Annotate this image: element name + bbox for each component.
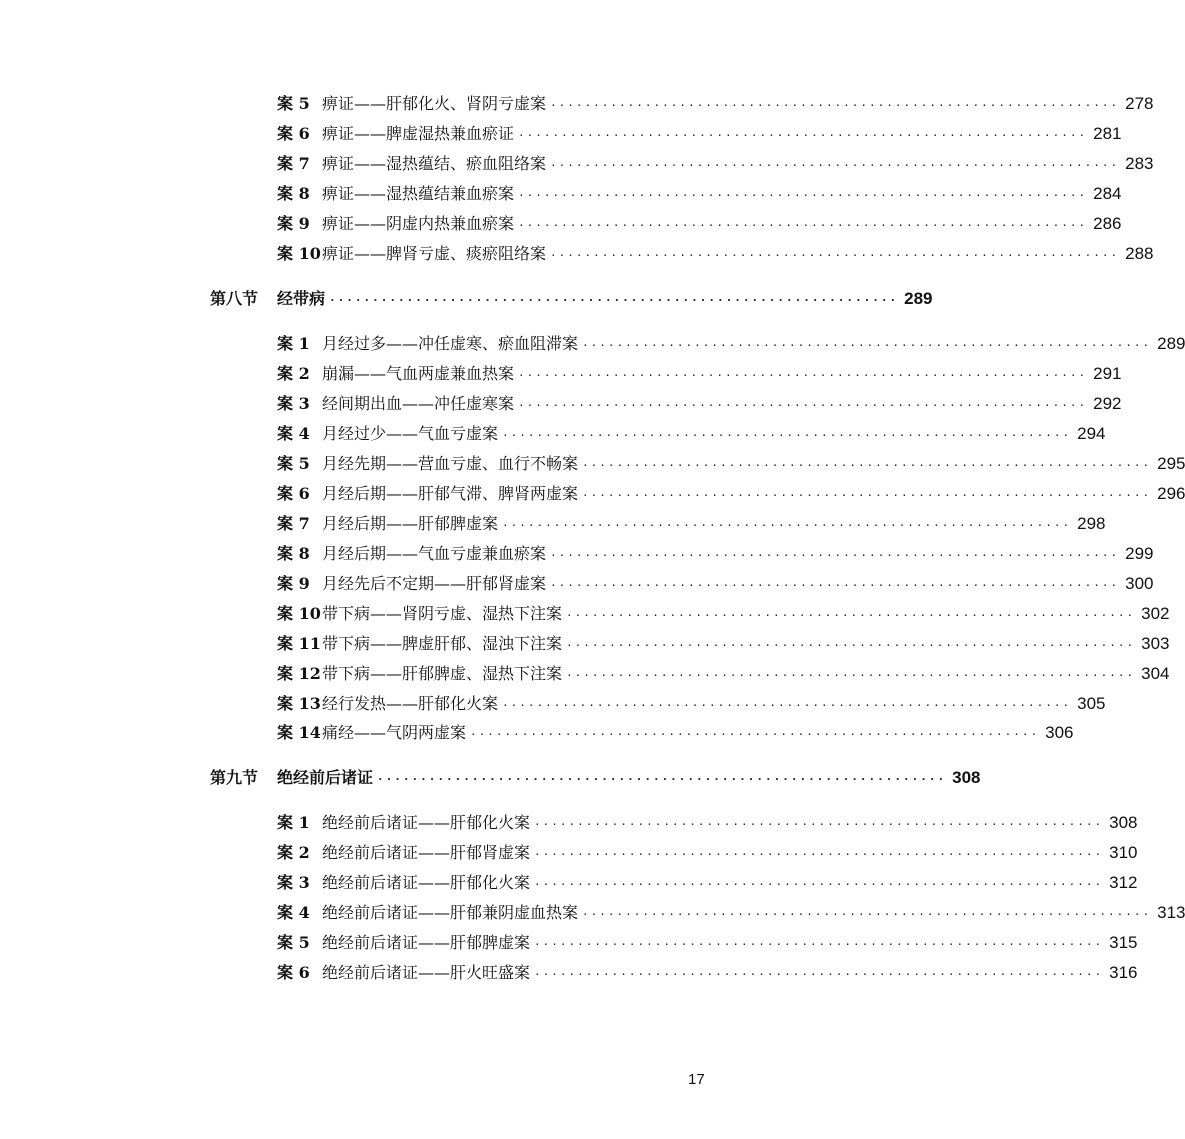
dot-leader: ·································································· xyxy=(534,818,1104,831)
dot-leader: ·································································· xyxy=(377,773,947,786)
case-page: 316 xyxy=(1109,963,1138,982)
case-number: 案 9 xyxy=(277,214,310,233)
dot-leader: ·································································· xyxy=(329,294,899,307)
toc-case-row xyxy=(277,514,1106,536)
section-number: 第九节 xyxy=(210,768,259,787)
dot-leader: ·································································· xyxy=(534,848,1104,861)
dot-leader: ·································································· xyxy=(534,968,1104,981)
dot-leader: ·································································· xyxy=(582,459,1152,472)
case-title: 月经先期——营血亏虚、血行不畅案 xyxy=(322,454,579,473)
case-page: 286 xyxy=(1093,214,1122,233)
dot-leader: ·································································· xyxy=(518,399,1088,412)
toc-case-row xyxy=(277,694,1106,716)
case-title: 经行发热——肝郁化火案 xyxy=(322,694,499,713)
toc-case-row xyxy=(277,604,1170,626)
case-page: 312 xyxy=(1109,873,1138,892)
case-title: 带下病——肝郁脾虚、湿热下注案 xyxy=(322,664,563,683)
case-page: 292 xyxy=(1093,394,1122,413)
case-page: 303 xyxy=(1141,634,1170,653)
dot-leader: ·································································· xyxy=(566,609,1136,622)
case-page: 300 xyxy=(1125,574,1154,593)
toc-case-row xyxy=(277,424,1106,446)
case-title: 月经后期——肝郁脾虚案 xyxy=(322,514,499,533)
case-page: 283 xyxy=(1125,154,1154,173)
case-page: 295 xyxy=(1157,454,1185,473)
case-title: 绝经前后诸证——肝郁脾虚案 xyxy=(322,933,531,952)
dot-leader: ·································································· xyxy=(502,699,1072,712)
case-page: 315 xyxy=(1109,933,1138,952)
section-number: 第八节 xyxy=(210,289,259,308)
case-title: 月经先后不定期——肝郁肾虚案 xyxy=(322,574,547,593)
toc-case-row xyxy=(277,334,1185,356)
page-number: 17 xyxy=(688,1071,705,1088)
section-title: 经带病 xyxy=(277,289,326,308)
dot-leader: ·································································· xyxy=(502,519,1072,532)
dot-leader: ·································································· xyxy=(550,159,1120,172)
case-number: 案 14 xyxy=(277,723,321,742)
case-number: 案 2 xyxy=(277,364,310,383)
case-number: 案 6 xyxy=(277,124,310,143)
dot-leader: ·································································· xyxy=(518,189,1088,202)
case-title: 带下病——脾虚肝郁、湿浊下注案 xyxy=(322,634,563,653)
case-number: 案 11 xyxy=(277,634,321,653)
toc-case-row xyxy=(277,903,1185,925)
toc-case-row xyxy=(277,454,1185,476)
case-title: 月经过多——冲任虚寒、瘀血阻滞案 xyxy=(322,334,579,353)
case-page: 302 xyxy=(1141,604,1170,623)
case-title: 痛经——气阴两虚案 xyxy=(322,723,467,742)
case-number: 案 4 xyxy=(277,903,310,922)
toc-case-row xyxy=(277,154,1154,176)
dot-leader: ·································································· xyxy=(518,129,1088,142)
case-number: 案 10 xyxy=(277,244,321,263)
case-title: 痹证——脾肾亏虚、痰瘀阻络案 xyxy=(322,244,547,263)
toc-case-row xyxy=(277,933,1138,955)
case-page: 291 xyxy=(1093,364,1122,383)
case-page: 281 xyxy=(1093,124,1122,143)
case-title: 月经后期——气血亏虚兼血瘀案 xyxy=(322,544,547,563)
dot-leader: ·································································· xyxy=(550,549,1120,562)
case-title: 痹证——脾虚湿热兼血瘀证 xyxy=(322,124,515,143)
case-number: 案 10 xyxy=(277,604,321,623)
dot-leader: ·································································· xyxy=(582,339,1152,352)
dot-leader: ·································································· xyxy=(550,249,1120,262)
case-number: 案 3 xyxy=(277,394,310,413)
case-page: 296 xyxy=(1157,484,1185,503)
case-title: 经间期出血——冲任虚寒案 xyxy=(322,394,515,413)
case-number: 案 5 xyxy=(277,933,310,952)
dot-leader: ·································································· xyxy=(566,639,1136,652)
case-number: 案 7 xyxy=(277,514,310,533)
case-number: 案 8 xyxy=(277,544,310,563)
toc-case-row xyxy=(277,94,1154,116)
case-title: 绝经前后诸证——肝郁肾虚案 xyxy=(322,843,531,862)
case-page: 310 xyxy=(1109,843,1138,862)
case-title: 绝经前后诸证——肝郁化火案 xyxy=(322,813,531,832)
toc-case-row xyxy=(277,364,1122,386)
toc-case-row xyxy=(277,394,1122,416)
case-number: 案 1 xyxy=(277,813,310,832)
case-title: 绝经前后诸证——肝火旺盛案 xyxy=(322,963,531,982)
case-page: 298 xyxy=(1077,514,1106,533)
case-number: 案 9 xyxy=(277,574,310,593)
toc-case-row xyxy=(277,574,1154,596)
case-page: 305 xyxy=(1077,694,1106,713)
case-page: 306 xyxy=(1045,723,1074,742)
dot-leader: ·································································· xyxy=(470,728,1040,741)
toc-case-row xyxy=(277,244,1154,266)
case-number: 案 3 xyxy=(277,873,310,892)
case-title: 痹证——肝郁化火、肾阴亏虚案 xyxy=(322,94,547,113)
toc-case-row xyxy=(277,813,1138,835)
case-number: 案 8 xyxy=(277,184,310,203)
dot-leader: ·································································· xyxy=(550,579,1120,592)
dot-leader: ·································································· xyxy=(550,99,1120,112)
case-page: 313 xyxy=(1157,903,1185,922)
case-number: 案 12 xyxy=(277,664,321,683)
toc-case-row xyxy=(277,873,1138,895)
case-page: 278 xyxy=(1125,94,1154,113)
case-title: 痹证——湿热蕴结、瘀血阻络案 xyxy=(322,154,547,173)
toc-case-row xyxy=(277,544,1154,566)
dot-leader: ·································································· xyxy=(518,219,1088,232)
dot-leader: ·································································· xyxy=(518,369,1088,382)
case-number: 案 7 xyxy=(277,154,310,173)
toc-case-row xyxy=(277,184,1122,206)
dot-leader: ·································································· xyxy=(534,938,1104,951)
case-title: 崩漏——气血两虚兼血热案 xyxy=(322,364,515,383)
case-title: 月经过少——气血亏虚案 xyxy=(322,424,499,443)
toc-case-row xyxy=(277,634,1170,656)
dot-leader: ·································································· xyxy=(582,908,1152,921)
case-number: 案 5 xyxy=(277,454,310,473)
case-number: 案 13 xyxy=(277,694,321,713)
case-number: 案 1 xyxy=(277,334,310,353)
toc-section-row xyxy=(210,289,933,311)
dot-leader: ·································································· xyxy=(582,489,1152,502)
case-title: 绝经前后诸证——肝郁兼阴虚血热案 xyxy=(322,903,579,922)
case-number: 案 5 xyxy=(277,94,310,113)
case-number: 案 6 xyxy=(277,963,310,982)
case-title: 绝经前后诸证——肝郁化火案 xyxy=(322,873,531,892)
dot-leader: ·································································· xyxy=(502,429,1072,442)
case-number: 案 4 xyxy=(277,424,310,443)
section-page: 289 xyxy=(904,289,933,308)
case-page: 294 xyxy=(1077,424,1106,443)
toc-section-row xyxy=(210,768,981,790)
case-page: 288 xyxy=(1125,244,1154,263)
case-page: 308 xyxy=(1109,813,1138,832)
case-page: 304 xyxy=(1141,664,1170,683)
toc-case-row xyxy=(277,843,1138,865)
case-title: 痹证——阴虚内热兼血瘀案 xyxy=(322,214,515,233)
case-page: 284 xyxy=(1093,184,1122,203)
toc-case-row xyxy=(277,214,1122,236)
section-title: 绝经前后诸证 xyxy=(277,768,374,787)
toc-case-row xyxy=(277,963,1138,985)
dot-leader: ·································································· xyxy=(534,878,1104,891)
case-title: 带下病——肾阴亏虚、湿热下注案 xyxy=(322,604,563,623)
section-page: 308 xyxy=(952,768,981,787)
dot-leader: ·································································· xyxy=(566,669,1136,682)
case-number: 案 6 xyxy=(277,484,310,503)
toc-case-row xyxy=(277,484,1185,506)
toc-case-row xyxy=(277,664,1170,686)
case-number: 案 2 xyxy=(277,843,310,862)
case-page: 289 xyxy=(1157,334,1185,353)
toc-case-row xyxy=(277,124,1122,146)
case-title: 痹证——湿热蕴结兼血瘀案 xyxy=(322,184,515,203)
case-page: 299 xyxy=(1125,544,1154,563)
case-title: 月经后期——肝郁气滞、脾肾两虚案 xyxy=(322,484,579,503)
toc-case-row xyxy=(277,723,1074,745)
